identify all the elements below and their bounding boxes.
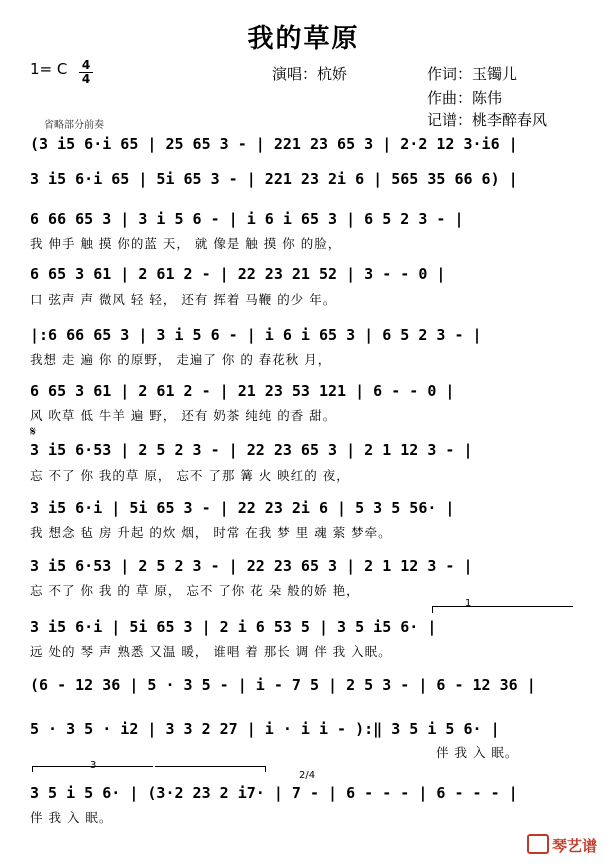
volta-bracket (432, 606, 573, 613)
time-signature-top: 4 (81, 58, 91, 72)
notation-row-6: 6 65 3 61 | 2 61 2 - | 21 23 53 121 | 6 - - 0 | (30, 382, 455, 400)
logo-text: 琴艺谱 (551, 837, 597, 855)
notation-row-4: 6 65 3 61 | 2 61 2 - | 22 23 21 52 | 3 - - 0 | (30, 265, 446, 283)
notation-row-11: (6 - 12 36 | 5 · 3 5 - | i - 7 5 | 2 5 3 - | 6 - 12 36 | (30, 676, 536, 694)
notation-row-3: 6 66 65 3 | 3 i 5 6 - | i 6 i 65 3 | 6 5 2 3 - | (30, 210, 464, 228)
transcriber-credit: 记谱：桃李醉春风 (427, 111, 548, 129)
composer-credit: 作曲：陈伟 (427, 89, 503, 107)
lyricist-credit: 作词：玉镯儿 (427, 65, 518, 83)
notation-row-13: 3 5 i 5 6· | (3·2 23 2 i7· | 7 - | 6 - - - | 6 - - - | (30, 784, 518, 802)
lyric-row-8: 我 想念 毡 房 升起 的炊 烟， 时常 在我 梦 里 魂 萦 梦牵。 (30, 525, 392, 540)
tie-line (155, 766, 266, 772)
notation-row-7: 3 i5 6·53 | 2 5 2 3 - | 22 23 65 3 | 2 1 12 3 - | (30, 441, 473, 459)
lyric-row-6: 风 吹草 低 牛羊 遍 野， 还有 奶茶 纯纯 的香 甜。 (30, 408, 337, 423)
time-signature (79, 60, 93, 85)
site-logo[interactable] (517, 816, 597, 856)
notation-row-2: 3 i5 6·i 65 | 5i 65 3 - | 221 23 2i 6 | 565 35 66 6) | (30, 170, 518, 188)
notation-row-9: 3 i5 6·53 | 2 5 2 3 - | 22 23 65 3 | 2 1 12 3 - | (30, 557, 473, 575)
lyric-row-12: 伴 我 入 眠。 (436, 745, 519, 760)
segno-marker: 𝄋 (30, 424, 37, 440)
singer-credit: 演唱：杭娇 (272, 65, 348, 83)
notation-row-8: 3 i5 6·i | 5i 65 3 - | 22 23 2i 6 | 5 3 5 56· | (30, 499, 455, 517)
volta-number: 1 (465, 598, 472, 609)
notation-row-12: 5 · 3 5 · i2 | 3 3 2 27 | i · i i - ):‖ 3 5 i 5 6· | (30, 720, 500, 738)
notation-row-5: |:6 66 65 3 | 3 i 5 6 - | i 6 i 65 3 | 6 5 2 3 - | (30, 326, 482, 344)
page-title: 我的草原 (247, 24, 360, 54)
lyric-row-4: 口 弦声 声 微风 轻 轻， 还有 挥着 马鞭 的少 年。 (30, 292, 337, 307)
key-signature: 1= C (30, 60, 68, 78)
time-signature-bottom: 4 (81, 72, 91, 86)
triplet-marker-a: 3 (90, 760, 97, 771)
intro-note: 省略部分前奏 (44, 120, 104, 131)
notation-row-1: (3 i5 6·i 65 | 25 65 3 - | 221 23 65 3 | 2·2 12 3·i6 | (30, 135, 518, 153)
lyric-row-13: 伴 我 入 眠。 (30, 810, 113, 825)
lyric-row-3: 我 伸手 触 摸 你的蓝 天， 就 像是 触 摸 你 的脸， (30, 236, 342, 251)
logo-icon (527, 834, 549, 854)
triplet-bracket-a (32, 766, 153, 772)
lyric-row-9: 忘 不了 你 我 的 草 原， 忘不 了你 花 朵 般的娇 艳， (30, 583, 360, 598)
notation-row-10: 3 i5 6·i | 5i 65 3 | 2 i 6 53 5 | 3 5 i5 6· | (30, 618, 437, 636)
lyric-row-7: 忘 不了 你 我的草 原， 忘不 了那 篝 火 映红的 夜， (30, 468, 350, 483)
lyric-row-10: 远 处的 琴 声 熟悉 又温 暖， 谁唱 着 那长 调 伴 我 入眠。 (30, 644, 392, 659)
meter-change-marker: 2/4 (299, 770, 316, 781)
lyric-row-5: 我想 走 遍 你 的原野， 走遍了 你 的 春花秋 月， (30, 352, 332, 367)
